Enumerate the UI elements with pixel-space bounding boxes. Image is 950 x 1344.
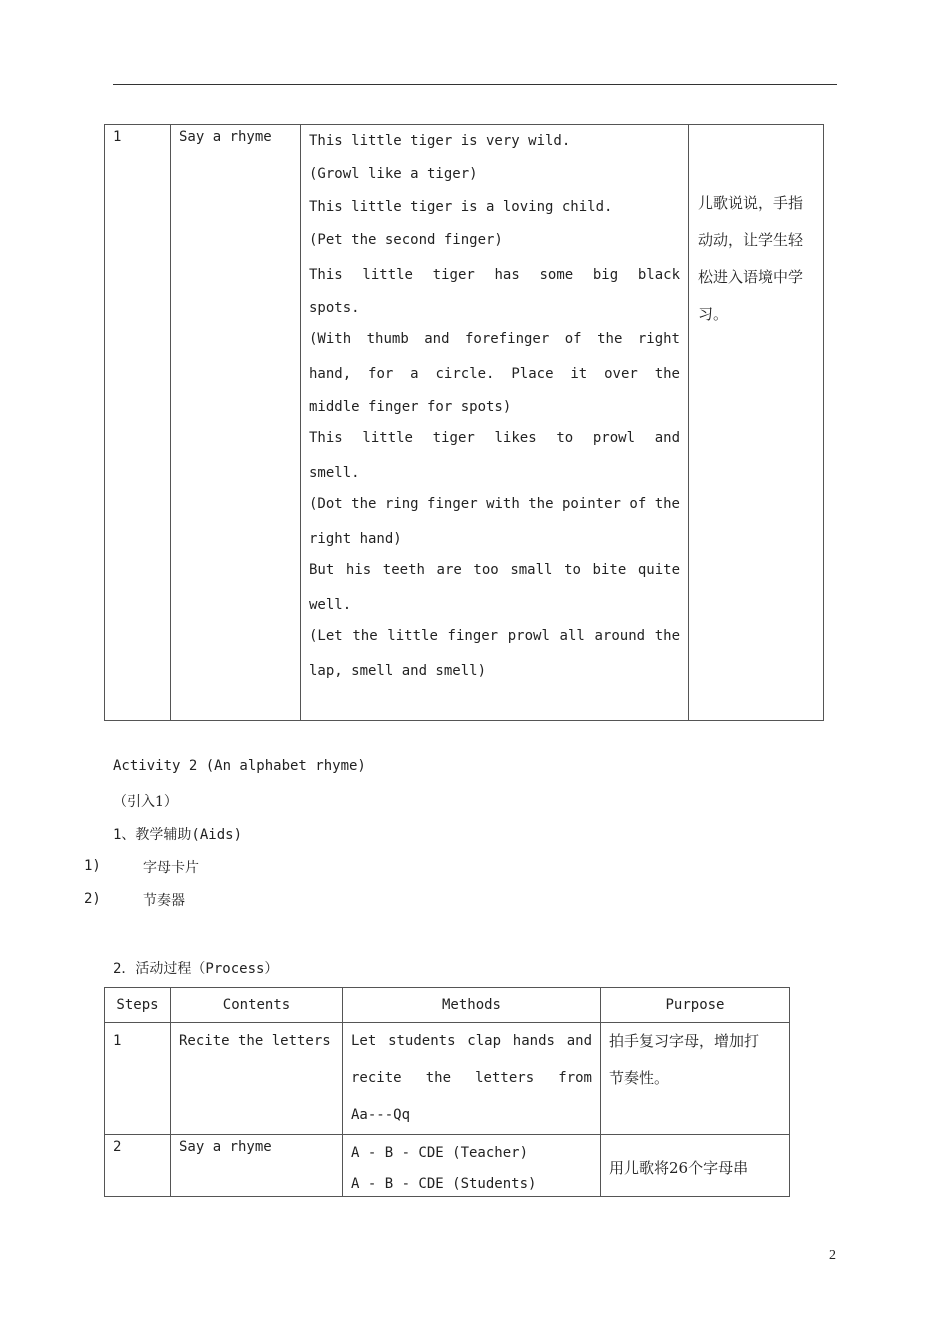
method-line: This little tiger is very wild. — [309, 133, 571, 149]
table-header-row — [105, 988, 790, 1023]
method-line: middle finger for spots) — [309, 399, 512, 415]
aid-number: 1) — [84, 858, 101, 874]
method-line: A - B - CDE (Students) — [351, 1176, 537, 1192]
header-rule — [113, 84, 837, 85]
purpose-line: 儿歌说说，手指 — [698, 194, 804, 212]
method-line: right hand) — [309, 531, 402, 547]
header-steps: Steps — [105, 988, 171, 1023]
header-purpose: Purpose — [601, 988, 790, 1023]
header-methods: Methods — [343, 988, 601, 1023]
aid-number: 2) — [84, 891, 101, 907]
header-contents: Contents — [171, 988, 343, 1023]
method-line: This little tiger has some big black — [309, 267, 680, 283]
process-table — [104, 987, 790, 1197]
process-heading: 2．活动过程（Process） — [113, 961, 279, 977]
step-cell: 1 — [105, 1023, 171, 1135]
method-line: hand, for a circle. Place it over the — [309, 366, 680, 382]
method-line: (With thumb and forefinger of the right — [309, 331, 680, 347]
content-cell: Recite the letters — [171, 1023, 343, 1135]
method-line: Aa---Qq — [351, 1107, 411, 1123]
aid-item: 节奏器 — [143, 893, 185, 909]
table-row — [105, 125, 824, 721]
aids-heading: 1、教学辅助(Aids) — [113, 827, 243, 843]
purpose-line: 节奏性。 — [609, 1069, 670, 1087]
purpose-line: 动动，让学生轻 — [698, 231, 804, 249]
purpose-line: 松进入语境中学 — [698, 268, 804, 286]
table-row — [105, 1023, 790, 1135]
table-row — [105, 1135, 790, 1197]
method-line: (Pet the second finger) — [309, 232, 503, 248]
method-line: smell. — [309, 465, 360, 481]
method-line: Let students clap hands and — [351, 1033, 592, 1049]
method-line: recite the letters from — [351, 1070, 592, 1086]
purpose-line: 习。 — [698, 305, 729, 323]
method-line: lap, smell and smell) — [309, 663, 487, 679]
purpose-line: 拍手复习字母，增加打 — [609, 1032, 760, 1050]
purpose-cell — [601, 1023, 790, 1135]
method-line: This little tiger is a loving child. — [309, 199, 613, 215]
content-cell: Say a rhyme — [171, 125, 301, 721]
page-number: 2 — [829, 1248, 836, 1263]
methods-cell — [343, 1135, 601, 1197]
method-line: This little tiger likes to prowl and — [309, 430, 680, 446]
method-line: well. — [309, 597, 352, 613]
method-line: (Growl like a tiger) — [309, 166, 478, 182]
step-cell: 2 — [105, 1135, 171, 1197]
method-line: (Let the little finger prowl all around the — [309, 628, 680, 644]
rhyme-table — [104, 124, 824, 721]
purpose-line: 用儿歌将26个字母串 — [609, 1159, 749, 1177]
content-cell: Say a rhyme — [171, 1135, 343, 1197]
purpose-cell — [689, 125, 824, 721]
method-line: A - B - CDE (Teacher) — [351, 1145, 529, 1161]
methods-cell — [301, 125, 689, 721]
step-cell: 1 — [105, 125, 171, 721]
activity-intro: （引入1） — [113, 794, 178, 810]
method-line: (Dot the ring finger with the pointer of the — [309, 496, 680, 512]
aid-item: 字母卡片 — [143, 860, 199, 876]
purpose-cell — [601, 1135, 790, 1197]
method-line: But his teeth are too small to bite quite — [309, 562, 680, 578]
method-line: spots. — [309, 300, 360, 316]
methods-cell — [343, 1023, 601, 1135]
activity-title: Activity 2 (An alphabet rhyme) — [113, 758, 366, 774]
